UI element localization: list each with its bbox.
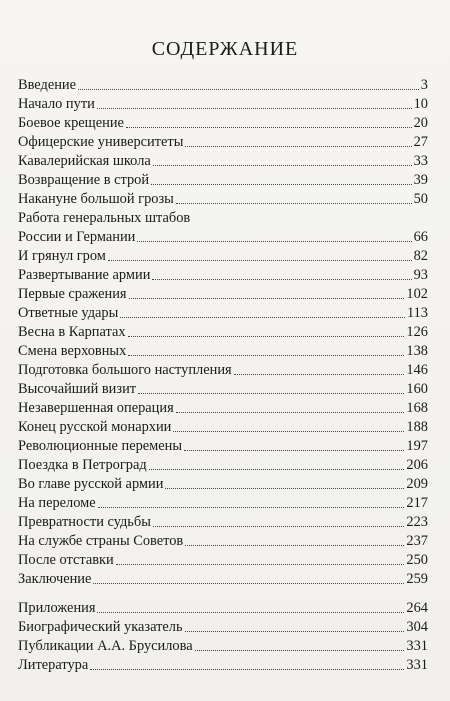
toc-entry <box>18 283 428 303</box>
toc-entry-title: Биографический указатель <box>18 619 183 635</box>
toc-entry-title: Возвращение в строй <box>18 172 150 188</box>
toc-entry <box>18 635 428 655</box>
toc-entry <box>18 264 428 284</box>
toc-entry-title: Смена верховных <box>18 343 127 359</box>
toc-entry <box>18 207 428 227</box>
dot-leader <box>176 202 412 204</box>
toc-entry-page-number: 160 <box>406 381 428 397</box>
toc-entry-title: Литература <box>18 657 89 673</box>
toc-entry <box>18 492 428 512</box>
toc-entry <box>18 131 428 151</box>
toc-entry-title: Поездка в Петроград <box>18 457 147 473</box>
toc-entry-title: Ответные удары <box>18 305 119 321</box>
dot-leader <box>185 145 411 147</box>
toc-entry-title: Введение <box>18 77 77 93</box>
toc-entry-page-number: 237 <box>406 533 428 549</box>
toc-entry-title: На переломе <box>18 495 96 511</box>
toc-entry-page-number: 126 <box>406 324 428 340</box>
toc-entry <box>18 378 428 398</box>
toc-entry-title: Офицерские университеты <box>18 134 184 150</box>
toc-entry-page-number: 33 <box>413 153 428 169</box>
dot-leader <box>129 297 405 299</box>
toc-entry-page-number: 206 <box>406 457 428 473</box>
toc-entry-title: Конец русской монархии <box>18 419 172 435</box>
dot-leader <box>149 468 405 470</box>
toc-entry-page-number: 223 <box>406 514 428 530</box>
toc-entry <box>18 150 428 170</box>
toc-entry-page-number: 197 <box>406 438 428 454</box>
toc-entry <box>18 568 428 588</box>
toc-entry-title: Подготовка большого наступления <box>18 362 232 378</box>
dot-leader <box>153 525 405 527</box>
toc-entry-title: Работа генеральных штабов <box>18 210 191 226</box>
toc-entry-title: Первые сражения <box>18 286 127 302</box>
toc-entry-title: Революционные перемены <box>18 438 183 454</box>
toc-entry <box>18 188 428 208</box>
toc-entry-page-number: 250 <box>406 552 428 568</box>
toc-entry-page-number: 209 <box>406 476 428 492</box>
toc-entry <box>18 321 428 341</box>
dot-leader <box>173 430 404 432</box>
dot-leader <box>128 335 405 337</box>
toc-entry <box>18 416 428 436</box>
toc-entry-page-number: 93 <box>413 267 428 283</box>
toc-entry <box>18 245 428 265</box>
toc-entry-title: Публикации А.А. Брусилова <box>18 638 193 654</box>
toc-entry <box>18 302 428 322</box>
toc-entry-title: Незавершенная операция <box>18 400 174 416</box>
toc-entry-page-number: 304 <box>406 619 428 635</box>
toc-entry-page-number: 66 <box>413 229 428 245</box>
toc-entry <box>18 530 428 550</box>
toc-entry-page-number: 264 <box>406 600 428 616</box>
toc-entry-title: На службе страны Советов <box>18 533 184 549</box>
toc-entry-page-number: 138 <box>406 343 428 359</box>
toc-entry <box>18 549 428 569</box>
toc-entry-title: Приложения <box>18 600 96 616</box>
dot-leader <box>185 630 405 632</box>
toc-entry <box>18 397 428 417</box>
toc-entry <box>18 74 428 94</box>
dot-leader <box>128 354 404 356</box>
toc-entry-page-number: 188 <box>406 419 428 435</box>
dot-leader <box>151 183 412 185</box>
toc-entry-page-number: 331 <box>406 638 428 654</box>
page-title: СОДЕРЖАНИЕ <box>151 38 299 60</box>
toc-entry <box>18 112 428 132</box>
toc-entry-page-number: 3 <box>420 77 428 93</box>
toc-entry-title: И грянул гром <box>18 248 106 264</box>
dot-leader <box>176 411 405 413</box>
dot-leader <box>97 611 404 613</box>
dot-leader <box>90 668 404 670</box>
toc-entry-title: Кавалерийская школа <box>18 153 151 169</box>
toc-entry <box>18 226 428 246</box>
toc-entry-page-number: 146 <box>406 362 428 378</box>
dot-leader <box>234 373 405 375</box>
toc-entry-title: Начало пути <box>18 96 95 112</box>
dot-leader <box>120 316 405 318</box>
toc-entry-title: Во главе русской армии <box>18 476 164 492</box>
toc-entry <box>18 616 428 636</box>
toc-entry-title: Весна в Карпатах <box>18 324 126 340</box>
toc-entry-title: Заключение <box>18 571 92 587</box>
toc-entry <box>18 340 428 360</box>
dot-leader <box>153 164 412 166</box>
dot-leader <box>116 563 405 565</box>
toc-entry-title: После отставки <box>18 552 114 568</box>
toc-entry-title: Накануне большой грозы <box>18 191 174 207</box>
toc-entry-page-number: 168 <box>406 400 428 416</box>
dot-leader <box>126 126 412 128</box>
dot-leader <box>78 88 419 90</box>
dot-leader <box>98 506 405 508</box>
toc-entry <box>18 654 428 674</box>
toc-entry-page-number: 217 <box>406 495 428 511</box>
toc-entry-page-number: 113 <box>406 305 428 321</box>
toc-entry-page-number: 27 <box>413 134 428 150</box>
toc-entry-page-number: 50 <box>413 191 428 207</box>
dot-leader <box>138 392 404 394</box>
toc-entry-title: Превратности судьбы <box>18 514 151 530</box>
dot-leader <box>184 449 404 451</box>
toc-entry-title: Высочайший визит <box>18 381 137 397</box>
toc-entry-title: Боевое крещение <box>18 115 124 131</box>
toc-entry-page-number: 331 <box>406 657 428 673</box>
toc-entry-title: России и Германии <box>18 229 136 245</box>
dot-leader <box>195 649 405 651</box>
dot-leader <box>165 487 404 489</box>
toc-entry-page-number: 259 <box>406 571 428 587</box>
toc-entry-page-number: 10 <box>413 96 428 112</box>
toc-entry <box>18 359 428 379</box>
dot-leader <box>137 240 411 242</box>
dot-leader <box>185 544 404 546</box>
toc-entry <box>18 473 428 493</box>
toc-entry <box>18 93 428 113</box>
toc-entry-page-number: 102 <box>406 286 428 302</box>
toc-entry-title: Развертывание армии <box>18 267 151 283</box>
toc-entry <box>18 597 428 617</box>
dot-leader <box>108 259 412 261</box>
dot-leader <box>93 582 404 584</box>
toc-entry-page-number: 39 <box>413 172 428 188</box>
toc-entry-page-number: 82 <box>413 248 428 264</box>
toc-entry <box>18 435 428 455</box>
toc-entry-page-number: 20 <box>413 115 428 131</box>
toc-entry <box>18 169 428 189</box>
toc-entry <box>18 511 428 531</box>
dot-leader <box>152 278 411 280</box>
toc-entry <box>18 454 428 474</box>
dot-leader <box>97 107 412 109</box>
